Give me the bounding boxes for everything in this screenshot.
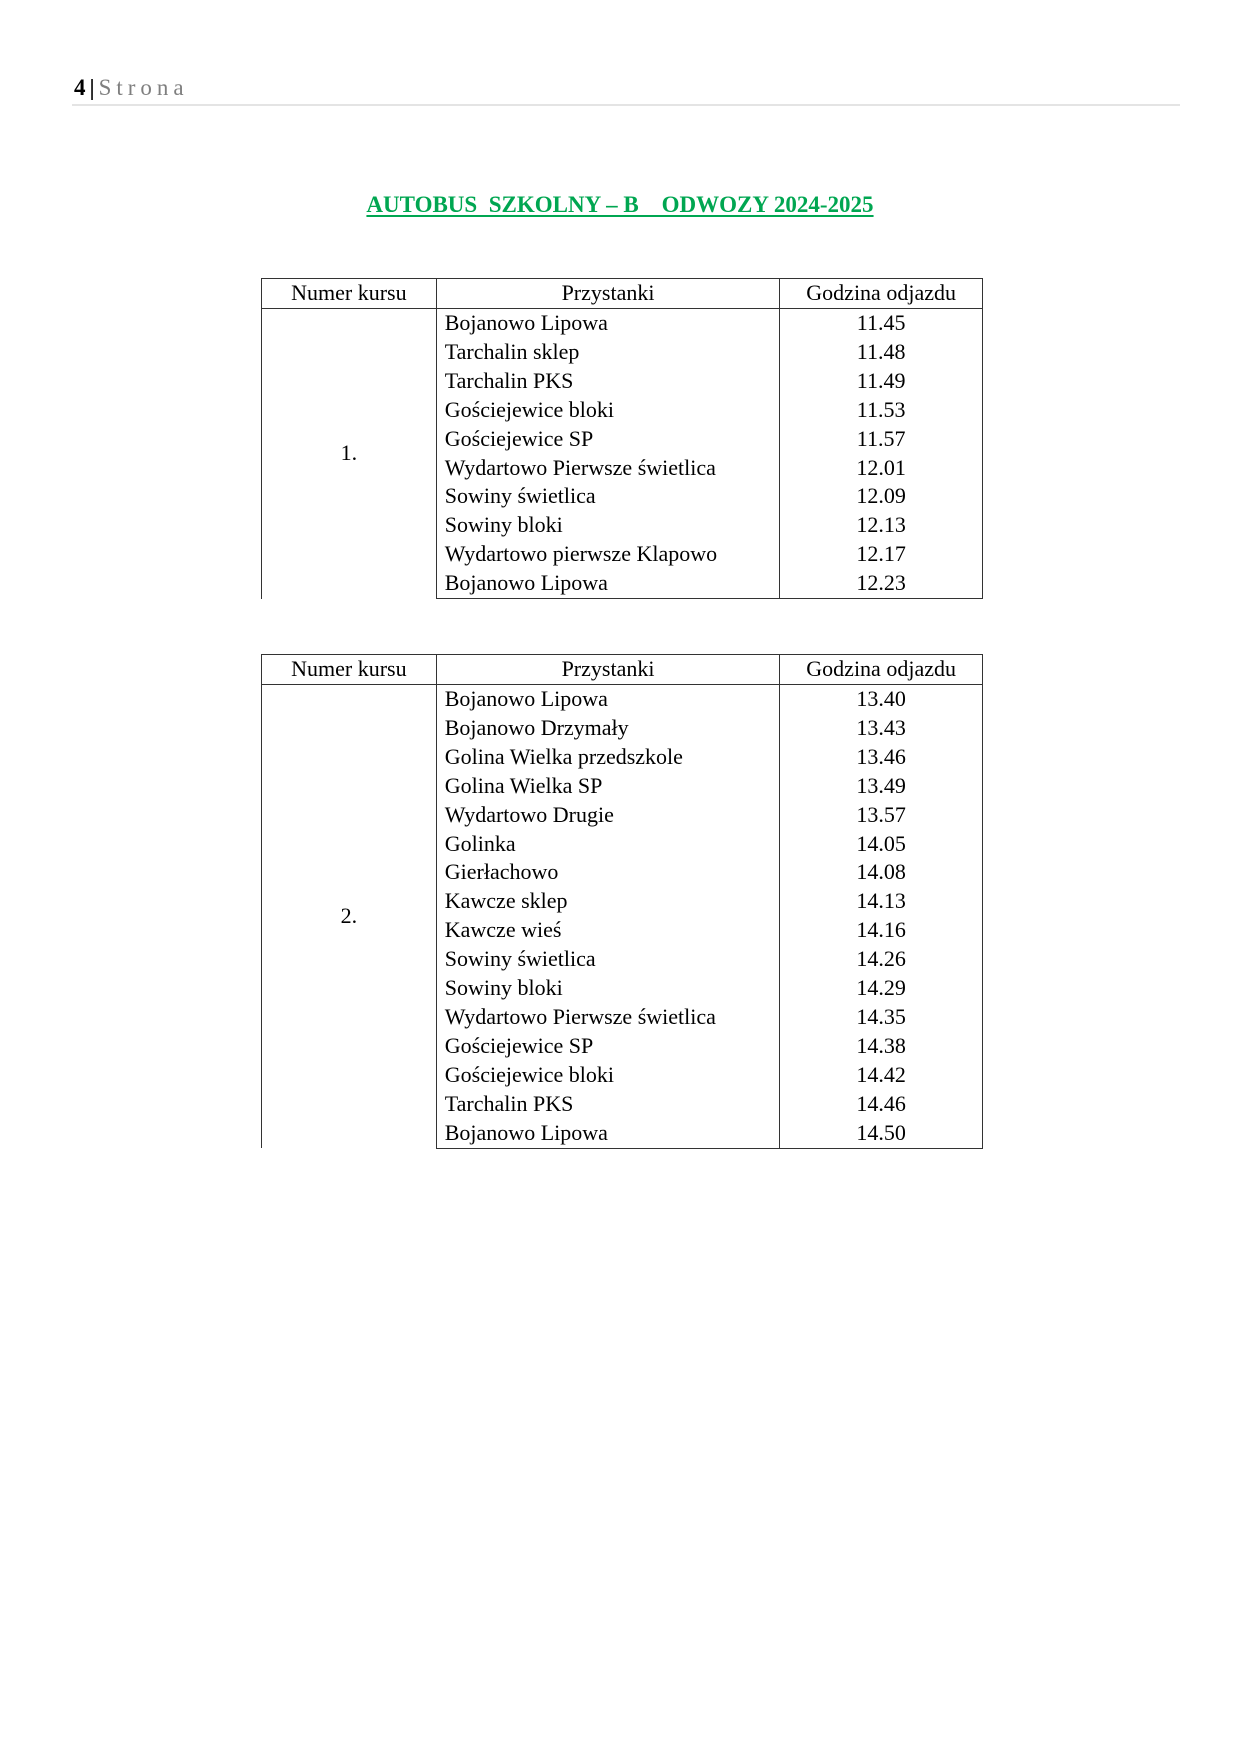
departure-time: 14.16 — [780, 916, 983, 945]
stop-name: Tarchalin PKS — [436, 1090, 780, 1119]
schedule-table-course-1 — [261, 278, 983, 599]
departure-time: 14.29 — [780, 974, 983, 1003]
stop-name: Bojanowo Lipowa — [436, 685, 780, 714]
departure-time: 11.49 — [780, 367, 983, 396]
stop-name: Wydartowo Pierwsze świetlica — [436, 454, 780, 483]
stop-name: Gościejewice bloki — [436, 1061, 780, 1090]
departure-time: 11.57 — [780, 425, 983, 454]
departure-time: 14.05 — [780, 830, 983, 859]
page-separator: | — [89, 75, 95, 100]
stop-name: Sowiny bloki — [436, 974, 780, 1003]
departure-time: 12.09 — [780, 482, 983, 511]
departure-time: 14.38 — [780, 1032, 983, 1061]
departure-time: 12.13 — [780, 511, 983, 540]
stop-name: Golina Wielka SP — [436, 772, 780, 801]
departure-time: 11.53 — [780, 396, 983, 425]
departure-time: 14.35 — [780, 1003, 983, 1032]
departure-time: 14.26 — [780, 945, 983, 974]
departure-time: 14.42 — [780, 1061, 983, 1090]
departure-time: 13.49 — [780, 772, 983, 801]
page-header — [74, 74, 189, 102]
document-title: AUTOBUS SZKOLNY – B ODWOZY 2024-2025 — [366, 192, 874, 217]
column-header-stops: Przystanki — [436, 279, 780, 309]
page-number: 4 — [74, 75, 86, 100]
course-number: 1. — [262, 309, 437, 599]
stop-name: Gierłachowo — [436, 858, 780, 887]
stop-name: Tarchalin sklep — [436, 338, 780, 367]
stop-name: Kawcze sklep — [436, 887, 780, 916]
table-row — [262, 685, 983, 714]
stop-name: Bojanowo Lipowa — [436, 1119, 780, 1148]
stop-name: Gościejewice SP — [436, 1032, 780, 1061]
departure-time: 12.17 — [780, 540, 983, 569]
stop-name: Gościejewice bloki — [436, 396, 780, 425]
departure-time: 14.50 — [780, 1119, 983, 1148]
header-divider — [72, 104, 1180, 106]
departure-time: 12.23 — [780, 569, 983, 598]
stop-name: Bojanowo Lipowa — [436, 569, 780, 598]
departure-time: 13.46 — [780, 743, 983, 772]
departure-time: 14.46 — [780, 1090, 983, 1119]
departure-time: 12.01 — [780, 454, 983, 483]
stop-name: Bojanowo Drzymały — [436, 714, 780, 743]
column-header-time: Godzina odjazdu — [780, 279, 983, 309]
departure-time: 13.43 — [780, 714, 983, 743]
stop-name: Tarchalin PKS — [436, 367, 780, 396]
stop-name: Golinka — [436, 830, 780, 859]
stop-name: Bojanowo Lipowa — [436, 309, 780, 338]
departure-time: 13.57 — [780, 801, 983, 830]
table-row — [262, 309, 983, 338]
column-header-course: Numer kursu — [262, 279, 437, 309]
stop-name: Kawcze wieś — [436, 916, 780, 945]
departure-time: 14.13 — [780, 887, 983, 916]
column-header-stops: Przystanki — [436, 655, 780, 685]
course-number: 2. — [262, 685, 437, 1149]
stop-name: Wydartowo pierwsze Klapowo — [436, 540, 780, 569]
stop-name: Wydartowo Drugie — [436, 801, 780, 830]
table-header-row — [262, 655, 983, 685]
schedule-table-course-2 — [261, 654, 983, 1149]
departure-time: 13.40 — [780, 685, 983, 714]
stop-name: Sowiny bloki — [436, 511, 780, 540]
departure-time: 11.48 — [780, 338, 983, 367]
column-header-time: Godzina odjazdu — [780, 655, 983, 685]
stop-name: Sowiny świetlica — [436, 482, 780, 511]
stop-name: Golina Wielka przedszkole — [436, 743, 780, 772]
departure-time: 11.45 — [780, 309, 983, 338]
stop-name: Sowiny świetlica — [436, 945, 780, 974]
stop-name: Wydartowo Pierwsze świetlica — [436, 1003, 780, 1032]
stop-name: Gościejewice SP — [436, 425, 780, 454]
page-label: Strona — [98, 75, 189, 100]
column-header-course: Numer kursu — [262, 655, 437, 685]
departure-time: 14.08 — [780, 858, 983, 887]
table-header-row — [262, 279, 983, 309]
